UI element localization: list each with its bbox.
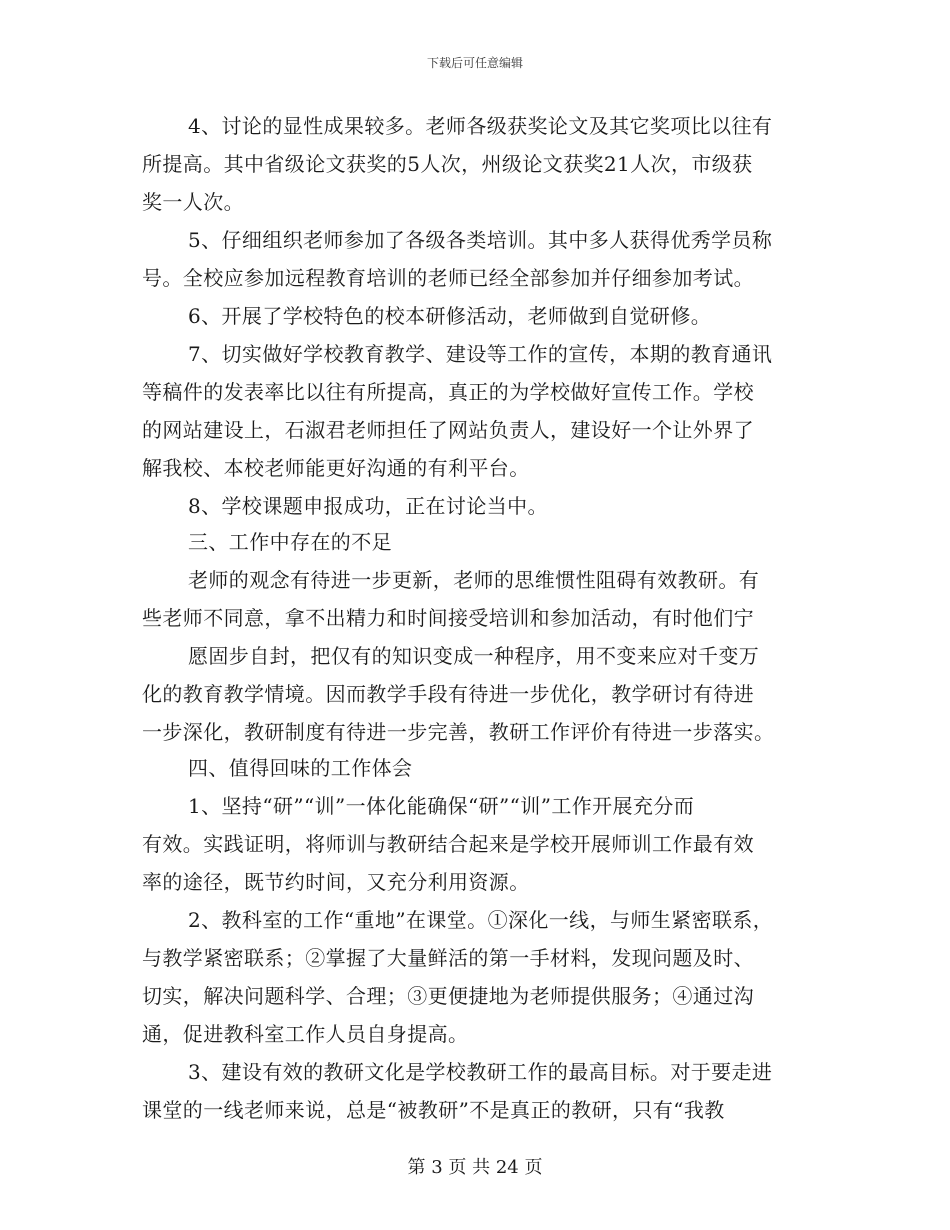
text-line: 愿固步自封，把仅有的知识变成一种程序，用不变来应对千变万: [188, 644, 760, 668]
page-header: 下载后可任意编辑: [426, 56, 523, 70]
text-line: 2、教科室的工作“重地”在课堂。①深化一线，与师生紧密联系，: [188, 908, 774, 932]
text-line: 4、讨论的显性成果较多。老师各级获奖论文及其它奖项比以往有: [188, 114, 773, 138]
text-line: 3、建设有效的教研文化是学校教研工作的最高目标。对于要走进: [188, 1060, 773, 1084]
text-line: 等稿件的发表率比以往有所提高，真正的为学校做好宣传工作。学校: [142, 380, 754, 404]
text-line: 化的教育教学情境。因而教学手段有待进一步优化，教学研讨有待进: [142, 682, 754, 706]
text-line: 所提高。其中省级论文获奖的5人次，州级论文获奖21人次，市级获: [142, 152, 753, 176]
text-line: 与教学紧密联系；②掌握了大量鲜活的第一手材料，发现问题及时、: [142, 946, 754, 970]
section-heading: 三、工作中存在的不足: [188, 530, 392, 554]
text-line: 有效。实践证明，将师训与教研结合起来是学校开展师训工作最有效: [142, 832, 754, 856]
text-line: 8、学校课题申报成功，正在讨论当中。: [188, 494, 548, 518]
section-heading: 四、值得回味的工作体会: [188, 756, 413, 780]
text-line: 切实，解决问题科学、合理；③更便捷地为老师提供服务；④通过沟: [142, 984, 754, 1008]
text-line: 6、开展了学校特色的校本研修活动，老师做到自觉研修。: [188, 304, 712, 328]
text-line: 些老师不同意，拿不出精力和时间接受培训和参加活动，有时他们宁: [142, 606, 754, 630]
text-line: 通，促进教科室工作人员自身提高。: [142, 1022, 469, 1046]
text-line: 解我校、本校老师能更好沟通的有利平台。: [142, 456, 530, 480]
page-number: 第 3 页 共 24 页: [407, 1157, 543, 1178]
text-line: 老师的观念有待进一步更新，老师的思维惯性阻碍有效教研。有: [188, 568, 760, 592]
text-line: 1、坚持“研”“训”一体化能确保“研”“训”工作开展充分而: [188, 794, 695, 818]
text-line: 率的途径，既节约时间，又充分利用资源。: [142, 870, 530, 894]
text-line: 奖一人次。: [142, 190, 244, 214]
text-line: 的网站建设上，石淑君老师担任了网站负责人，建设好一个让外界了: [142, 418, 754, 442]
text-line: 课堂的一线老师来说，总是“被教研”不是真正的教研，只有“我教: [142, 1098, 725, 1122]
text-line: 5、仔细组织老师参加了各级各类培训。其中多人获得优秀学员称: [188, 228, 773, 252]
text-line: 一步深化，教研制度有待进一步完善，教研工作评价有待进一步落实。: [142, 720, 775, 744]
text-line: 7、切实做好学校教育教学、建设等工作的宣传，本期的教育通讯: [188, 342, 773, 366]
text-line: 号。全校应参加远程教育培训的老师已经全部参加并仔细参加考试。: [142, 266, 754, 290]
